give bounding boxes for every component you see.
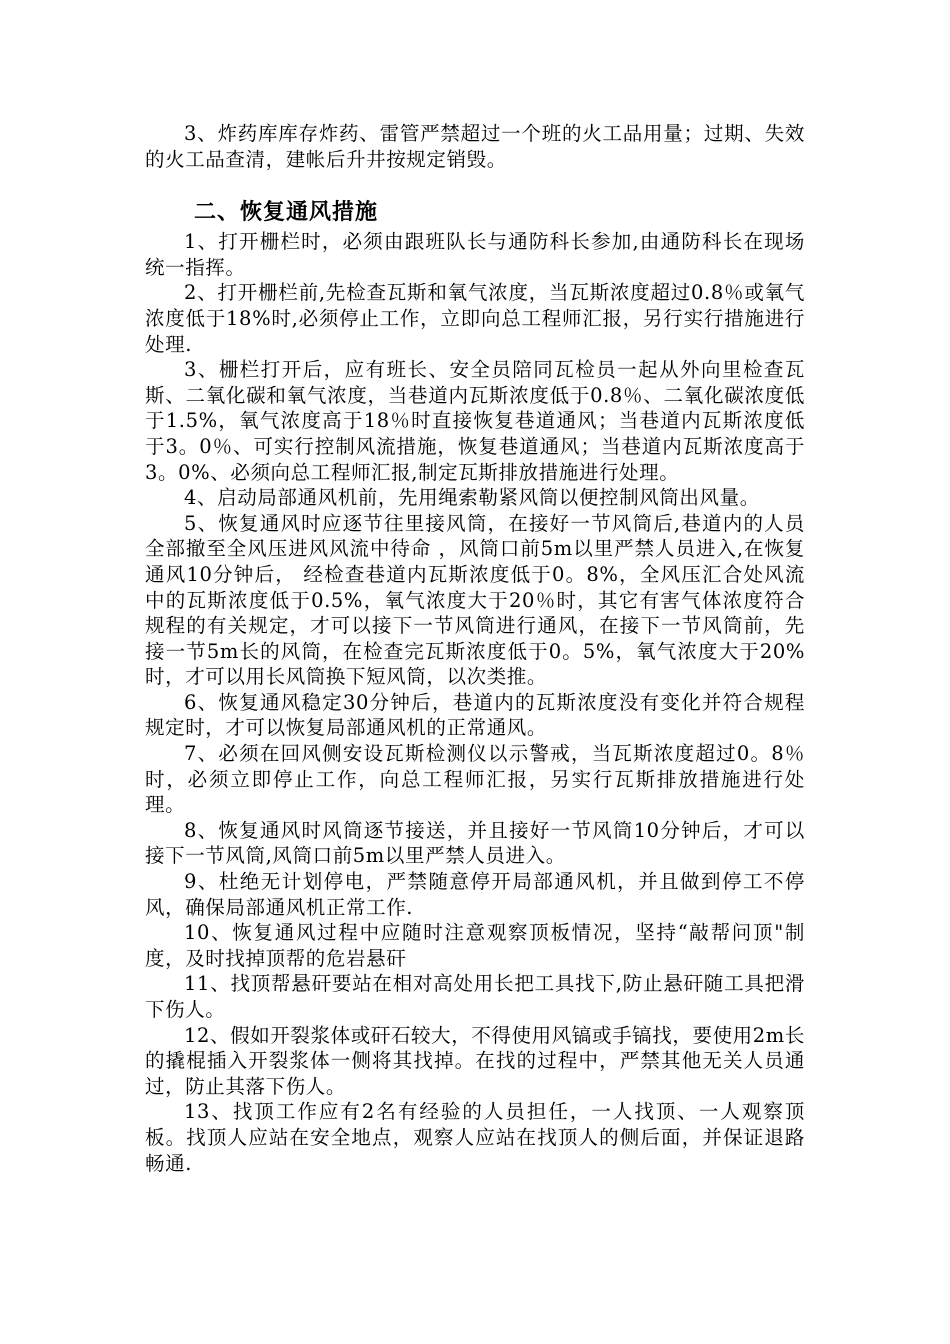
paragraph-item-12: 12、假如开裂浆体或矸石较大，不得使用风镐或手镐找，要使用2m长的撬棍插入开裂浆体一侧将其找掉。在找的过程中，严禁其他无关人员通过，防止其落下伤人。 bbox=[145, 1023, 805, 1098]
paragraph-item-10: 10、恢复通风过程中应随时注意观察顶板情况，坚持“敲帮问顶"制度，及时找掉顶帮的危岩悬矸 bbox=[145, 921, 805, 970]
paragraph-item-13: 13、找顶工作应有2名有经验的人员担任，一人找顶、一人观察顶板。找顶人应站在安全地点，观察人应站在找顶人的侧后面，并保证退路畅通. bbox=[145, 1100, 805, 1175]
paragraph-item-6: 6、恢复通风稳定30分钟后，巷道内的瓦斯浓度没有变化并符合规程规定时，才可以恢复局部通风机的正常通风。 bbox=[145, 690, 805, 740]
document-page bbox=[145, 121, 805, 1176]
paragraph-item-11: 11、找顶帮悬矸要站在相对高处用长把工具找下,防止悬矸随工具把滑下伤人。 bbox=[145, 972, 805, 1021]
paragraph-item-4: 4、启动局部通风机前，先用绳索勒紧风筒以便控制风筒出风量。 bbox=[184, 486, 760, 510]
paragraph-item-1: 1、打开栅栏时，必须由跟班队长与通防科长参加,由通防科长在现场统一指挥。 bbox=[145, 230, 805, 279]
paragraph-item-2: 2、打开栅栏前,先检查瓦斯和氧气浓度，当瓦斯浓度超过0.8％或氧气浓度低于18%时,必须停止工作，立即向总工程师汇报，另行实行措施进行处理. bbox=[145, 281, 805, 356]
paragraph-item-3-explosives: 3、炸药库库存炸药、雷管严禁超过一个班的火工品用量；过期、失效的火工品查清，建帐后升井按规定销毁。 bbox=[145, 122, 805, 171]
paragraph-item-9: 9、杜绝无计划停电，严禁随意停开局部通风机，并且做到停工不停风，确保局部通风机正常工作. bbox=[145, 870, 805, 919]
paragraph-item-8: 8、恢复通风时风筒逐节接送，并且接好一节风筒10分钟后，才可以接下一节风筒,风筒口前5m以里严禁人员进入。 bbox=[145, 818, 805, 868]
paragraph-item-3: 3、栅栏打开后，应有班长、安全员陪同瓦检员一起从外向里检查瓦斯、二氧化碳和氧气浓度，当巷道内瓦斯浓度低于0.8％、二氧化碳浓度低于1.5%，氧气浓度高于18％时直接恢复巷道通风；当巷道内瓦斯浓度低于3。0％、可实行控制风流措施，恢复巷道通风；当巷道内瓦斯浓度高于3。0%、必须向总工程师汇报,制定瓦斯排放措施进行处理。 bbox=[145, 358, 805, 484]
section-heading-ventilation: 二、恢复通风措施 bbox=[194, 200, 379, 226]
paragraph-item-5: 5、恢复通风时应逐节往里接风筒，在接好一节风筒后,巷道内的人员全部撤至全风压进风风流中待命 ，风筒口前5m以里严禁人员进入,在恢复通风10分钟后， 经检查巷道内瓦斯浓度低于0。8%，全风压汇合处风流中的瓦斯浓度低于0.5%，氧气浓度大于20％时，其它有害气体浓度符合规程的有关规定，才可以接下一节风筒进行通风，在接下一节风筒前，先接一节5m长的风筒，在检查完瓦斯浓度低于0。5%，氧气浓度大于20%时，才可以用长风筒换下短风筒，以次类推。 bbox=[145, 511, 805, 689]
paragraph-item-7: 7、必须在回风侧安设瓦斯检测仪以示警戒，当瓦斯浓度超过0。8％时，必须立即停止工作，向总工程师汇报，另实行瓦斯排放措施进行处理。 bbox=[145, 742, 805, 817]
